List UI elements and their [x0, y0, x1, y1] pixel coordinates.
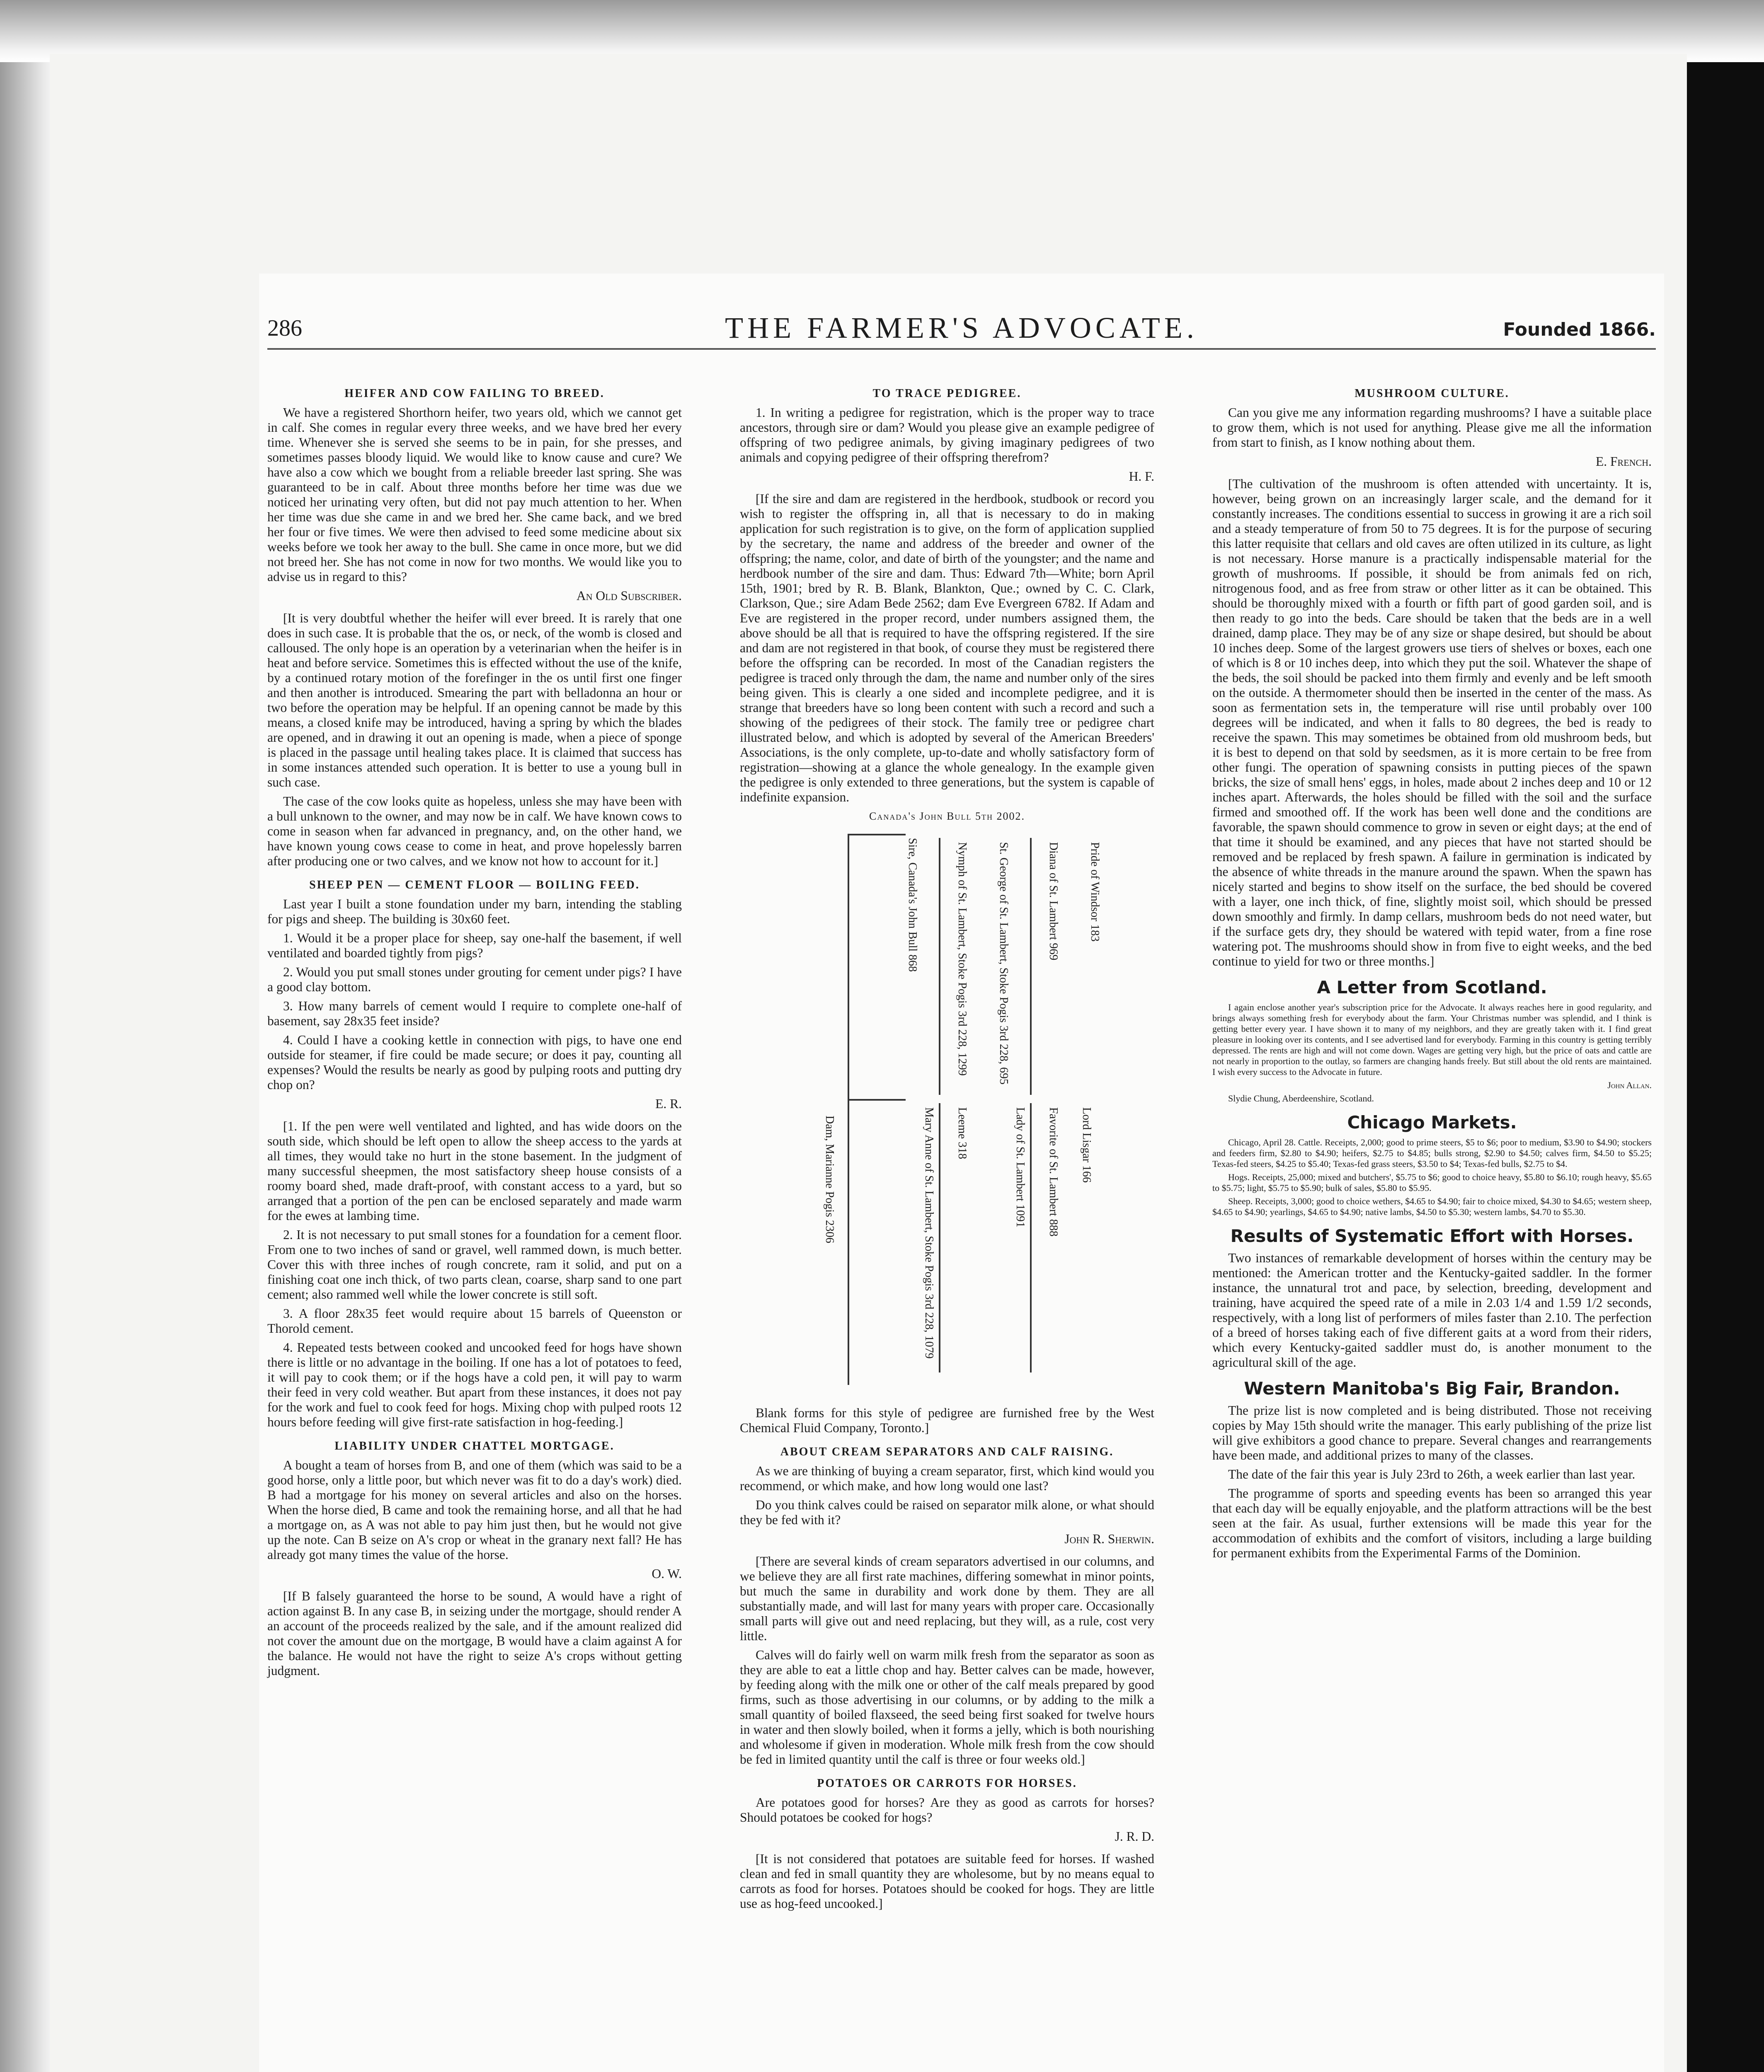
paragraph: 1. Would it be a proper place for sheep, say one-half the basement, if well ventilated and boarded tightly from pigs?: [267, 931, 682, 960]
paragraph: Two instances of remarkable development of horses within the century may be mentioned: the American trotter and the Kentucky-gaited saddler. In the former instance, the unnatural trot and pace, by selection, breeding, development and training, have acquired the speed rate of a mile in 2.03 1/4 and 1.59 1/2 seconds, respectively, with a long list of performers of miles faster than 2.10. The perfection of a breed of horses taking each of five different gaits at a word from their riders, which every Kentucky-gaited saddler must do, is another monument to the agricultural skill of the age.: [1212, 1251, 1652, 1370]
paragraph: Blank forms for this style of pedigree are furnished free by the West Chemical Fluid Company, Toronto.]: [740, 1406, 1154, 1435]
heading-potatoes: POTATOES OR CARROTS FOR HORSES.: [817, 1777, 1077, 1790]
pedigree-sire: Sire, Canada's John Bull 868: [906, 838, 919, 972]
paragraph: I again enclose another year's subscription price for the Advocate. It always reaches here in good regularity, and brings always something fresh for everybody about the farm. Your Christmas number was splendid, and I think is getting better every year. I have shown it to many of my neighbors, and they are greatly taken with it. I find great pleasure in looking over its contents, and I see advertised land for everybody. Farming in this country is getting terribly depressed. The rents are high and will not come down. Wages are getting very high, but the price of oats and cattle are not nearly in proportion to the outlay, so farmers are changing hands freely. But still about the old rents are maintained. I wish every success to the Advocate in future.: [1212, 1002, 1652, 1077]
pedigree-sire-sire-sire: Pride of Windsor 183: [1088, 842, 1101, 942]
page-number: 286: [267, 315, 302, 341]
pedigree-title: Canada's John Bull 5th 2002.: [869, 810, 1025, 822]
heading-chicago-markets: Chicago Markets.: [1347, 1112, 1517, 1133]
paragraph: 2. Would you put small stones under grouting for cement under pigs? I have a good clay bottom.: [267, 965, 682, 994]
pedigree-dam-sire-dam: Favorite of St. Lambert 888: [1047, 1107, 1060, 1237]
markets-body: [1212, 1137, 1652, 1218]
paragraph: [If B falsely guaranteed the horse to be sound, A would have a right of action against B. In any case B, in seizing under the mortgage, should render A an account of the proceeds realized by the sale, and if the amount realized did not cover the amount due on the mortgage, B would have a claim against A for the balance. He would not have the right to seize A's crops without getting judgment.: [267, 1589, 682, 1678]
heading-mushroom: MUSHROOM CULTURE.: [1354, 387, 1510, 400]
paragraph: We have a registered Shorthorn heifer, two years old, which we cannot get in calf. She comes in regular every three weeks, and we have bred her every time. Whenever she is served she seems to be in pain, for she presses, and sometimes passes bloody liquid. We would like to know cause and cure? We have also a cow which we bought from a reliable breeder last spring. She was guaranteed to be in calf. About three months before her time was due we noticed her urinating very often, but did not pay much attention to her. When her time was due she came in and we bred her. She came back, and we bred her four or five times. We were then advised to feed some medicine about six weeks before we took her away to the bull. She came in once more, but we did not breed her. She has not come in now for two months. We would like you to advise us in regard to this?: [267, 405, 682, 584]
signature: O. W.: [652, 1566, 682, 1581]
pedigree-line: [939, 1103, 940, 1372]
paragraph: 3. A floor 28x35 feet would require about 15 barrels of Queenston or Thorold cement.: [267, 1306, 682, 1336]
paragraph: [If the sire and dam are registered in the herdbook, studbook or record you wish to register the offspring in, all that is necessary to do in making application for such registration is to give, on the form of application supplied by the secretary, the name and address of the breeder and owner of the offspring; the name, color, and date of birth of the youngster; and the name and herdbook number of the sire and dam. Thus: Edward 7th—White; born April 15th, 1901; bred by R. B. Blank, Blankton, Que.; owned by C. C. Clark, Clarkson, Que.; sire Adam Bede 2562; dam Eve Evergreen 6782. If Adam and Eve are registered in the proper record, under numbers assigned them, the above should be all that is required to have the offspring registered. If the sire and dam are not registered in that book, of course they must be registered there before the offspring can be recorded. In most of the Canadian registers the pedigree is traced only through the dam, the name and number only of the sires being given. This is clearly a one sided and incomplete pedigree, and it is strange that breeders have so long been content with such a record and such a showing of the pedigrees of their stock. The family tree or pedigree chart illustrated below, and which is adopted by several of the American Breeders' Associations, is the only complete, up-to-date and wholly satisfactory form of registration—showing at a glance the whole genealogy. In the example given the pedigree is only extended to three generations, but the system is capable of indefinite expansion.: [740, 491, 1154, 804]
page-content: [259, 274, 1664, 2072]
pedigree-line: [1030, 838, 1032, 1095]
paragraph: [The cultivation of the mushroom is often attended with uncertainty. It is, however, being grown on an increasingly larger scale, and the demand for it constantly increases. The conditions essential to success in growing it are a rich soil and a steady temperature of from 50 to 75 degrees. It is for the purpose of securing this latter requisite that cellars and old caves are often utilized in its culture, as light is not necessary. Horse manure is a practically indispensable material for the growth of mushrooms. If possible, it should be from animals fed on rich, nitrogenous food, and as free from straw or other litter as it can be obtained. This should be thoroughly mixed with a fourth or fifth part of good garden soil, and is then ready to go into the beds. Care should be taken that the beds are in a well drained, damp place. They may be of any size or shape desired, but should be about 10 inches deep. Some of the largest growers use tiers of shelves or boxes, each one of which is 8 or 10 inches deep, into which they put the soil. Whatever the shape of the beds, the soil should be packed into them firmly and evenly and be left smooth on the outside. A thermometer should then be inserted in the center of the mass. As soon as fermentation sets in, the temperature will rise until probably over 100 degrees will be indicated, and when it falls to 80 degrees, the bed is ready to receive the spawn. This may sometimes be obtained from old mushroom beds, but it is best to depend on that sold by seedsmen, as it is more certain to be free from other fungi. The operation of spawning consists in putting pieces of the spawn bricks, the size of small hens' eggs, in holes, made about 2 inches deep and 10 or 12 inches apart. Afterwards, the holes should be filled with the soil and the surface firmed and smoothed off. If the work has been well done and the conditions are favorable, the spawn should commence to grow in seven or eight days; at the end of that time it should be examined, and any pieces that have not started should be removed and be replaced by fresh spawn. A failure in germination is indicated by the absence of white threads in the manure around the spawn. When the spawn has nicely started and begins to show itself on the surface, the bed should be covered with a layer, one inch thick, of fine, slightly moist soil, which should be pressed down smoothly and firmly. In damp cellars, mushroom beds do not need water, but if the surface gets dry, they should be watered with tepid water, from a fine rose watering pot. The mushrooms should show in from five to eight weeks, and the bed continue to yield for two or three months.]: [1212, 477, 1652, 968]
paragraph: The programme of sports and speeding events has been so arranged this year that each day will be equally enjoyable, and the platform attractions will be the best seen at the fair. As usual, further extensions will be made this year for the accommodation of exhibits and the comfort of visitors, including a large building for permanent exhibits from the Experimental Farms of the Dominion.: [1212, 1486, 1652, 1560]
pedigree-dam-dam-sire: Lady of St. Lambert 1091: [1014, 1107, 1027, 1228]
paragraph: 2. It is not necessary to put small stones for a foundation for a cement floor. From one to two inches of sand or gravel, well rammed down, is much better. Cover this with three inches of rough concrete, ram it solid, and put on a finishing coat one inch thick, of two parts clean, coarse, sharp sand to one part cement; also rammed well while the lower concrete is still soft.: [267, 1227, 682, 1302]
signature: H. F.: [1129, 469, 1154, 484]
paragraph: A bought a team of horses from B, and one of them (which was said to be a good horse, only a little poor, but which never was fit to do a day's work) died. B had a mortgage for his money on several articles and also on the horses. When the horse died, B came and took the remaining horse, and all that he had a mortgage on, as A was not able to pay him just then, but he would not give up the note. Can B seize on A's crop or wheat in the granary next fall? He has already got many times the value of the horse.: [267, 1458, 682, 1562]
column-left: [267, 377, 682, 1682]
heading-liability: LIABILITY UNDER CHATTEL MORTGAGE.: [334, 1440, 615, 1452]
pedigree-sire-sire: St. George of St. Lambert, Stoke Pogis 3rd 228, 695: [997, 842, 1010, 1085]
pedigree-dam-sire: Leeme 318: [956, 1107, 969, 1159]
pedigree-dam-dam: Mary Anne of St. Lambert, Stoke Pogis 3rd 228, 1079: [923, 1107, 935, 1359]
signature: E. French.: [1596, 454, 1652, 469]
paragraph: 4. Could I have a cooking kettle in connection with pigs, to have one end outside for steamer, if fire could be made secure; or does it pay, counting all expenses? Would the results be nearly as good by pulping roots and putting dry chop on?: [267, 1033, 682, 1092]
paragraph: Last year I built a stone foundation under my barn, intending the stabling for pigs and sheep. The building is 30x60 feet.: [267, 897, 682, 926]
pedigree-line: [848, 834, 906, 835]
masthead: THE FARMER'S ADVOCATE.: [725, 311, 1198, 344]
pedigree-sire-dam: Nymph of St. Lambert, Stoke Pogis 3rd 228, 1299: [956, 842, 969, 1076]
location-line: Slydie Chung, Aberdeenshire, Scotland.: [1228, 1093, 1374, 1104]
paragraph: Can you give me any information regarding mushrooms? I have a suitable place to grow them, which is not used for anything. Please give me all the information from start to finish, as I know nothing about them.: [1212, 405, 1652, 450]
page-header: [267, 311, 1656, 350]
column-middle: [740, 377, 1154, 1915]
paragraph: [There are several kinds of cream separators advertised in our columns, and we believe they are all first rate machines, differing somewhat in minor points, but much the same in durability and work done by them. They are all substantially made, and will last for many years with proper care. Occasionally small parts will give out and need replacing, but they will, as a rule, cost very little.: [740, 1554, 1154, 1643]
paragraph: 3. How many barrels of cement would I require to complete one-half of basement, say 28x35 feet inside?: [267, 999, 682, 1028]
pedigree-line: [939, 838, 940, 1095]
paragraph: Sheep. Receipts, 3,000; good to choice wethers, $4.65 to $4.90; fair to choice mixed, $4.30 to $4.65; western sheep, $4.65 to $4.90; yearlings, $4.65 to $4.90; native lambs, $4.50 to $5.30; western lambs, $4.70 to $5.30.: [1212, 1196, 1652, 1217]
pedigree-line: [1030, 1103, 1032, 1372]
founded-label: Founded 1866.: [1503, 319, 1656, 340]
paragraph: As we are thinking of buying a cream separator, first, which kind would you recommend, or which make, and how long would one last?: [740, 1464, 1154, 1493]
scan-edge-top: [0, 0, 1764, 62]
pedigree-dam-sire-sire: Lord Lisgar 166: [1080, 1107, 1093, 1183]
paragraph: Hogs. Receipts, 25,000; mixed and butchers', $5.75 to $6; good to choice heavy, $5.80 to $6.10; rough heavy, $5.65 to $5.75; light, $5.75 to $5.90; bulk of sales, $5.80 to $5.95.: [1212, 1172, 1652, 1193]
paragraph: The prize list is now completed and is being distributed. Those not receiving copies by May 15th should write the manager. This early publishing of the prize list will give exhibitors a good chance to prepare. Several changes and rearrangements have been made, and additional prizes to many of the classes.: [1212, 1403, 1652, 1462]
heading-heifer: HEIFER AND COW FAILING TO BREED.: [344, 387, 605, 400]
paragraph: Chicago, April 28. Cattle. Receipts, 2,000; good to prime steers, $5 to $6; poor to medium, $3.90 to $4.90; stockers and feeders firm, $2.80 to $4.90; heifers, $2.75 to $4.85; bulls strong, $2.90 to $4.50; calves firm, $4.50 to $5.25; Texas-fed steers, $4.25 to $5.40; Texas-fed grass steers, $3.50 to $4; Texas-fed bulls, $2.75 to $4.: [1212, 1137, 1652, 1169]
pedigree-chart: [740, 809, 1154, 1397]
signature: E. R.: [655, 1097, 682, 1111]
paragraph: The case of the cow looks quite as hopeless, unless she may have been with a bull unknown to the owner, and may now be in calf. We have known cows to come in season when far advanced in pregnancy, and, on the other hand, we have known young cows cease to come in heat, and prove hopelessly barren after producing one or two calves, and we know not how to account for it.]: [267, 794, 682, 868]
paragraph: Are potatoes good for horses? Are they as good as carrots for horses? Should potatoes be cooked for hogs?: [740, 1795, 1154, 1825]
heading-sheep-pen: SHEEP PEN — CEMENT FLOOR — BOILING FEED.: [309, 879, 640, 891]
heading-results-horses: Results of Systematic Effort with Horses.: [1230, 1226, 1634, 1246]
paragraph: [1. If the pen were well ventilated and lighted, and has wide doors on the south side, which should be left open to allow the sheep access to the yards at all times, they would take no hurt in the stone basement. In the judgment of many successful sheepmen, the most satisfactory sheep house consists of a roomy board shed, made draft-proof, with constant access to a yard, but so arranged that a portion of the pen can be enclosed separately and made warm for the ewes at lambing time.: [267, 1119, 682, 1223]
column-right: [1212, 377, 1652, 1565]
pedigree-line: [848, 834, 849, 1385]
letter-body: [1212, 1002, 1652, 1104]
pedigree-dam: Dam, Marianne Pogis 2306: [823, 1116, 836, 1243]
heading-cream-separators: ABOUT CREAM SEPARATORS AND CALF RAISING.: [780, 1445, 1114, 1458]
heading-brandon-fair: Western Manitoba's Big Fair, Brandon.: [1244, 1378, 1620, 1399]
signature: J. R. D.: [1115, 1829, 1154, 1844]
paragraph: 1. In writing a pedigree for registration, which is the proper way to trace ancestors, through sire or dam? Would you please give an example pedigree of offspring of two pedigree animals, by giving imaginary pedigrees of two animals and copying pedigree of their offspring therefrom?: [740, 405, 1154, 465]
paragraph: Do you think calves could be raised on separator milk alone, or what should they be fed with it?: [740, 1498, 1154, 1527]
heading-pedigree: TO TRACE PEDIGREE.: [872, 387, 1022, 400]
pedigree-line: [848, 1099, 906, 1101]
paragraph: Calves will do fairly well on warm milk fresh from the separator as soon as they are able to eat a little chop and hay. Better calves can be made, however, by feeding along with the milk one or other of the calf meals prepared by good firms, such as those advertising in our columns, or by adding to the milk a small quantity of boiled flaxseed, the seed being first soaked for twelve hours in water and then slowly boiled, when it forms a jelly, which is both nourishing and wholesome if given in moderation. Whole milk fresh from the cow should be fed in limited quantity until the calf is three or four weeks old.]: [740, 1648, 1154, 1767]
signature: John Allan.: [1607, 1080, 1652, 1090]
newspaper-page: [50, 54, 1687, 2072]
paragraph: 4. Repeated tests between cooked and uncooked feed for hogs have shown there is little or no advantage in the boiling. If one has a lot of potatoes to feed, it will pay to cook them; or if the hogs have a cold pen, it will pay to warm their feed in very cold weather. But apart from these instances, it does not pay for the work and fuel to cook feed for hogs. Mixing chop with pulped roots 12 hours before feeding will give first-rate satisfaction in hog-feeding.]: [267, 1340, 682, 1429]
paragraph: [It is very doubtful whether the heifer will ever breed. It is rarely that one does in such case. It is probable that the os, or neck, of the womb is closed and calloused. The only hope is an operation by a veterinarian when the heifer is in heat and before service. Sometimes this is effected without the use of the knife, by a continued rotary motion of the forefinger in the os until first one finger and then another is introduced. Smearing the part with belladonna an hour or two before the operation may be helpful. If an opening cannot be made by this means, a closed knife may be introduced, having a spring by which the blades are opened, and in drawing it out an opening is made, when a piece of sponge is placed in the passage until healing takes place. It is claimed that success has in some instances attended such operation. It is better to use a young bull in such case.: [267, 611, 682, 789]
signature: John R. Sherwin.: [1064, 1532, 1154, 1546]
heading-letter-scotland: A Letter from Scotland.: [1317, 977, 1547, 997]
signature: An Old Subscriber.: [576, 588, 682, 603]
paragraph: [It is not considered that potatoes are suitable feed for horses. If washed clean and fed in small quantity they are wholesome, but by no means equal to carrots as food for horses. Potatoes should be cooked for hogs. They are little use as hog-feed uncooked.]: [740, 1852, 1154, 1911]
pedigree-sire-sire-dam: Diana of St. Lambert 969: [1047, 842, 1060, 961]
paragraph: The date of the fair this year is July 23rd to 26th, a week earlier than last year.: [1228, 1467, 1636, 1481]
